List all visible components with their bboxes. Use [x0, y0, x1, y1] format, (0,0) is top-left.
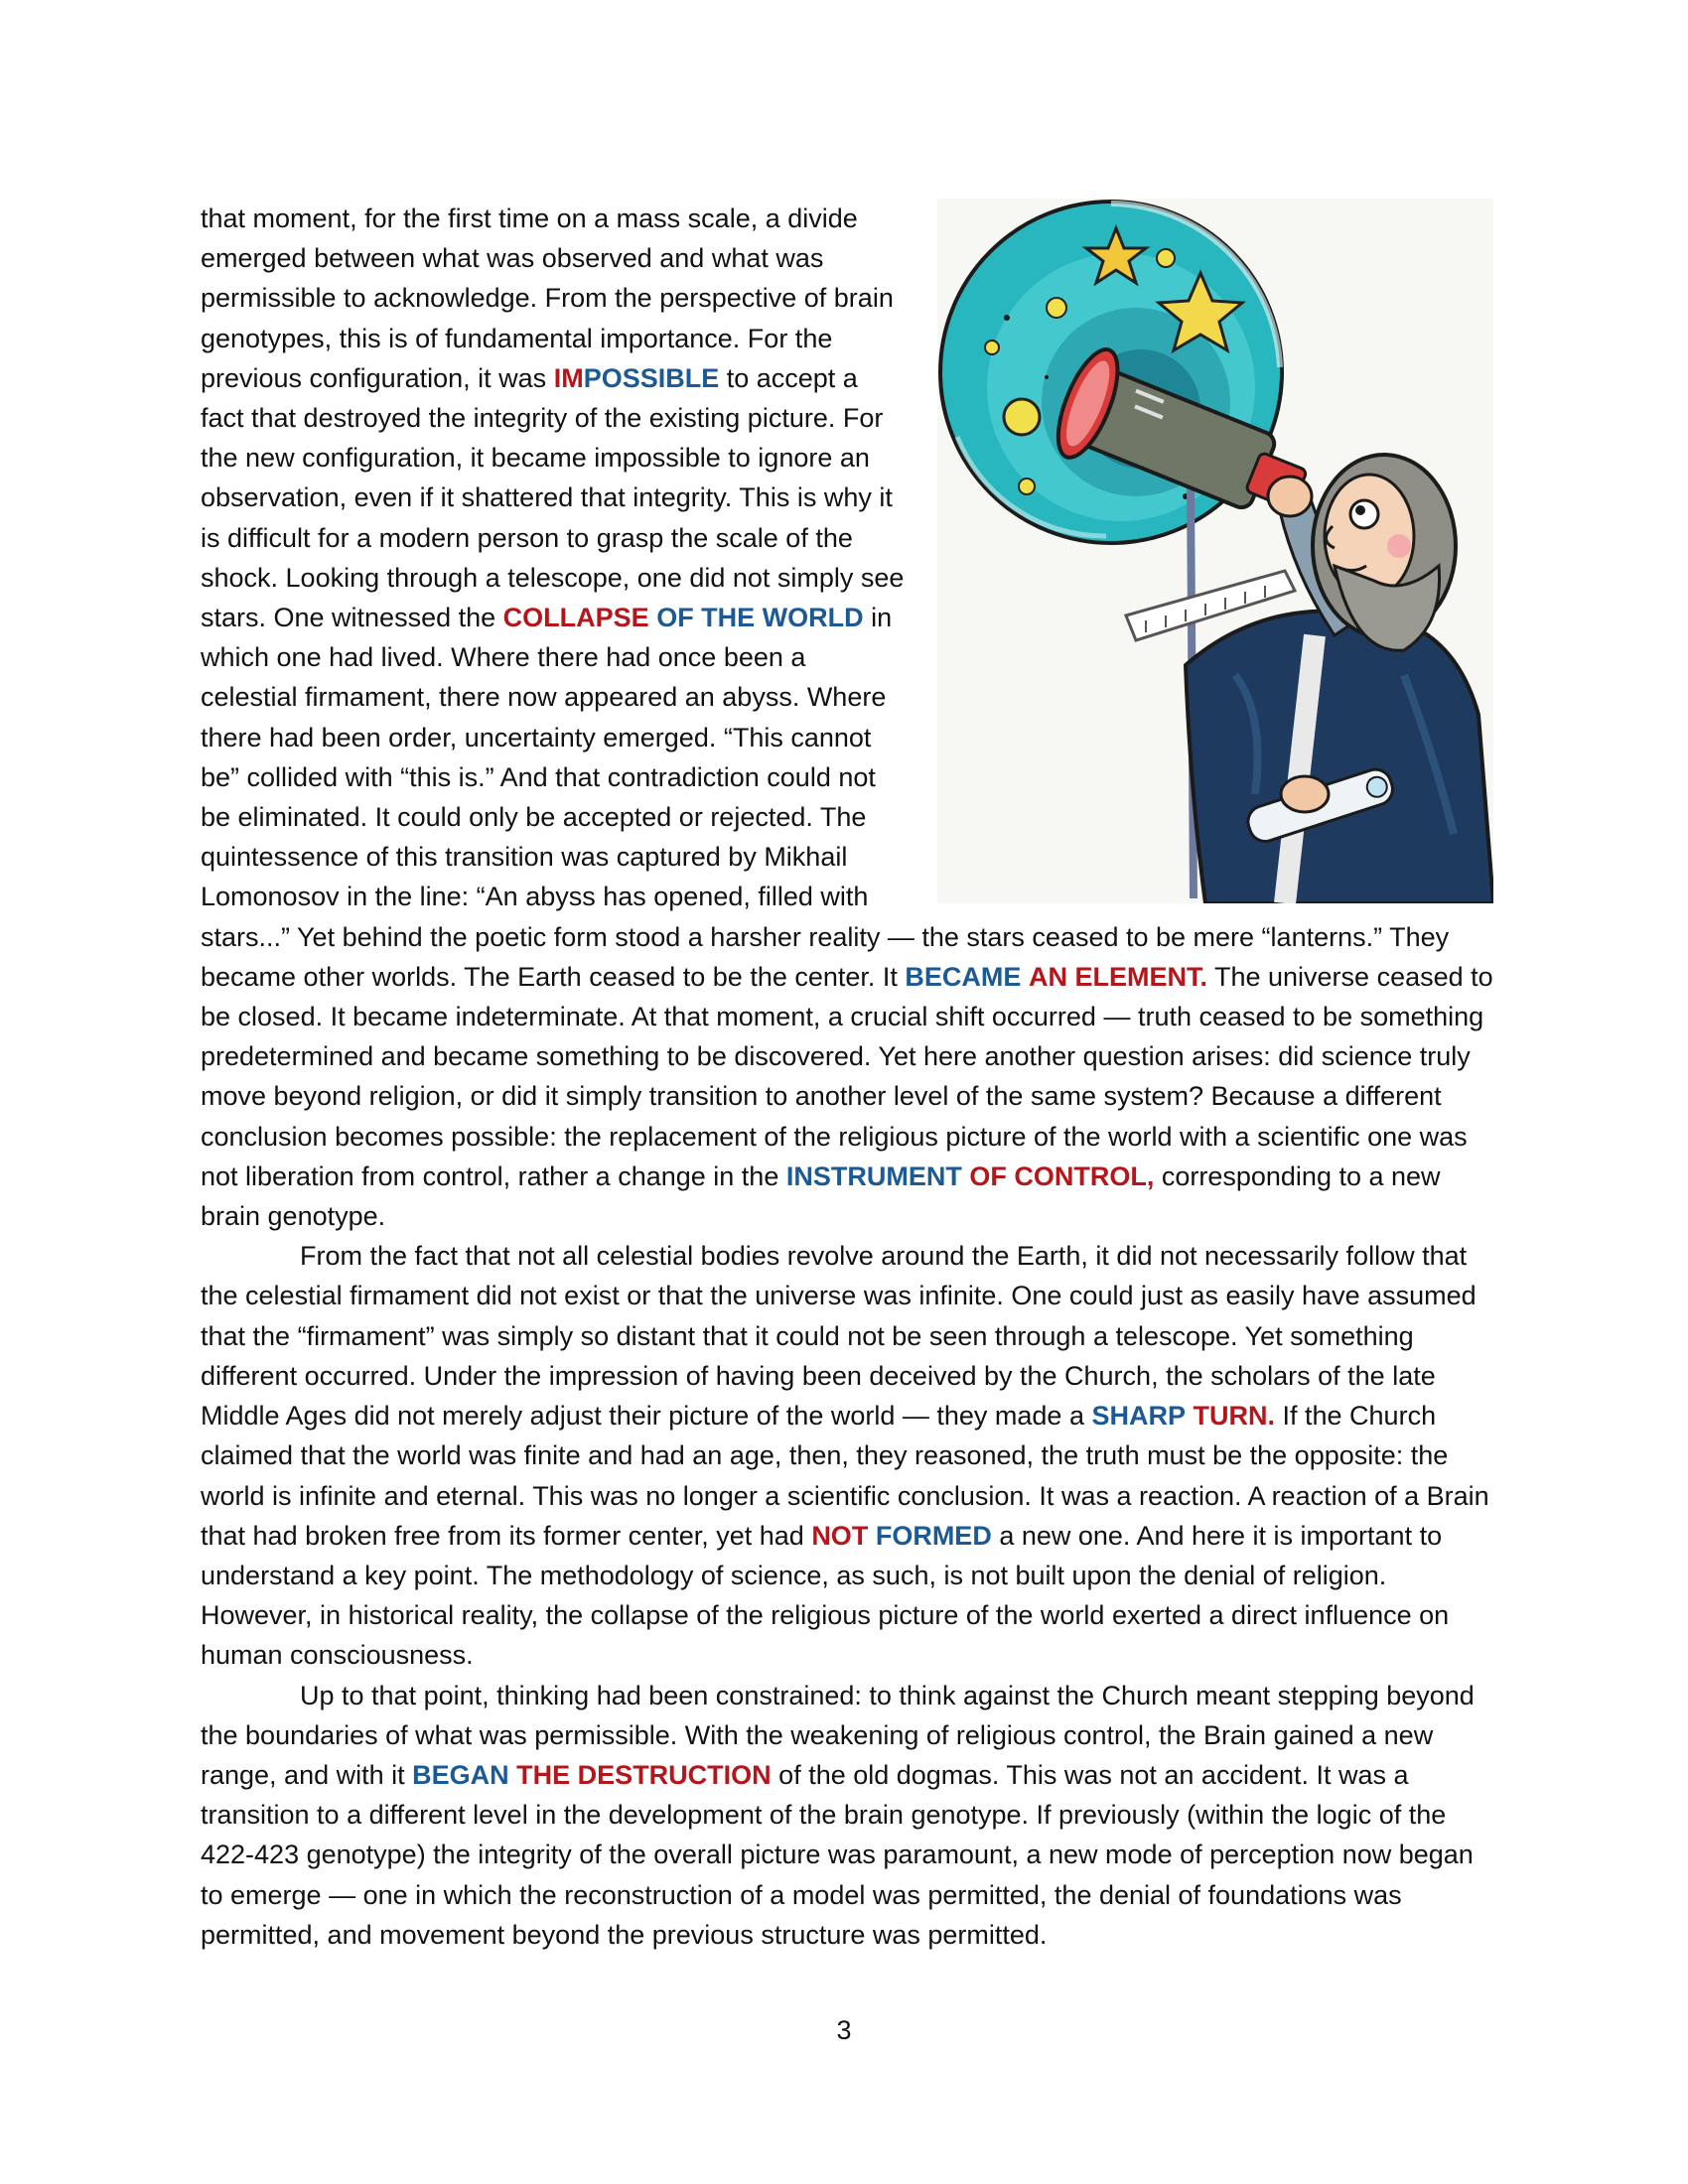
text-run: From the fact that not all celestial bodies revolve around the Earth, it did not necessarily follow that the celestial firmament did not exist or that the universe was infinite. One could just as easily have assumed that the “firmament” was simply so distant that it could not be seen through a telescope. Yet something different occurred. Under the impression of having been deceived by the Church, the scholars of the late Middle Ages did not merely adjust their picture of the world — they made a [201, 1241, 1477, 1432]
page-number: 3 [836, 2015, 852, 2045]
emphasis-red: IM [553, 362, 584, 393]
text-run: that moment, for the first time on a mass scale, a divide emerged between what was observed and what was permissible to acknowledge. From the perspective of brain genotypes, this is of fundamental importance. For the previous configuration, it was [201, 204, 894, 393]
text-run [868, 1521, 876, 1551]
text-run: If the Church claimed that the world was finite and had an age, then, they reasoned, the truth must be the opposite: the world is infinite and eternal. This was no longer a scientific conclusion. It was a reaction. A reaction of a Brain that had broken free from its former center, yet had [201, 1401, 1489, 1551]
emphasis-blue: FORMED [875, 1520, 992, 1551]
emphasis-red: AN ELEMENT. [1028, 961, 1207, 992]
text-run: to accept a fact that destroyed the integrity of the existing picture. For the new configuration, it became impossible to ignore an observation, even if it shattered that integrity. This is why it is difficult for a modern person to grasp the scale of the shock. Looking through a telescope, one did not simply see stars. One witnessed the [201, 362, 905, 633]
text-run [1186, 1401, 1194, 1431]
text-run: The universe ceased to be closed. It became indeterminate. At that moment, a crucial shift occurred — truth ceased to be something predetermined and became something to be discovered. Yet here another question arises: did science truly move beyond religion, or did it simply transition to another level of the same system? Because a different conclusion becomes possible: the replacement of the religious picture of the world with a scientific one was not liberation from control, rather a change in the [201, 961, 1493, 1191]
text-run: in which one had lived. Where there had once been a celestial firmament, there now appeared an abyss. Where there had been order, uncertainty emerged. “This cannot be” collided with “this is.” And that contradiction could not be eliminated. It could only be accepted or rejected. The quintessence of this transition was captured by Mikhail Lomonosov in the line: “An abyss has opened, filled with stars...” Yet behind the poetic form stood a harsher reality — the stars ceased to be mere “lanterns.” They became other worlds. The Earth ceased to be the center. It [201, 603, 1450, 992]
emphasis-blue: BEGAN [412, 1759, 509, 1790]
emphasis-red: OF CONTROL, [969, 1160, 1155, 1191]
text-run [1021, 962, 1029, 992]
text-run: a new one. And here it is important to understand a key point. The methodology of science, as such, is not built upon the denial of religion. However, in historical reality, the collapse of the religious picture of the world exerted a direct influence on human consciousness. [201, 1520, 1450, 1671]
emphasis-blue: OF THE WORLD [656, 603, 864, 633]
emphasis-blue: INSTRUMENT [785, 1160, 962, 1191]
emphasis-red: THE DESTRUCTION [516, 1759, 772, 1790]
body-text [201, 199, 1493, 1955]
paragraph-3 [201, 1676, 1493, 1955]
emphasis-blue: BECAME [905, 961, 1022, 992]
emphasis-red: NOT [811, 1520, 869, 1551]
emphasis-blue: POSSIBLE [583, 362, 720, 393]
paragraph-2 [201, 1236, 1493, 1675]
astronomer-drawing [937, 199, 1493, 903]
astronomer-illustration [937, 199, 1493, 903]
text-run: Up to that point, thinking had been constrained: to think against the Church meant stepping beyond the boundaries of what was permissible. With the weakening of religious control, the Brain gained a new range, and with it [201, 1680, 1475, 1790]
emphasis-red: TURN. [1193, 1401, 1275, 1432]
text-run: corresponding to a new brain genotype. [201, 1160, 1441, 1232]
emphasis-blue: SHARP [1091, 1401, 1186, 1432]
emphasis-red: COLLAPSE [502, 603, 649, 633]
text-run: of the old dogmas. This was not an accident. It was a transition to a different level in the development of the brain genotype. If previously (within the logic of the 422-423 genotype) the integrity of the overall picture was paramount, a new mode of perception now began to emerge — one in which the reconstruction of a model was permitted, the denial of foundations was permitted, and movement beyond the previous structure was permitted. [201, 1759, 1474, 1950]
